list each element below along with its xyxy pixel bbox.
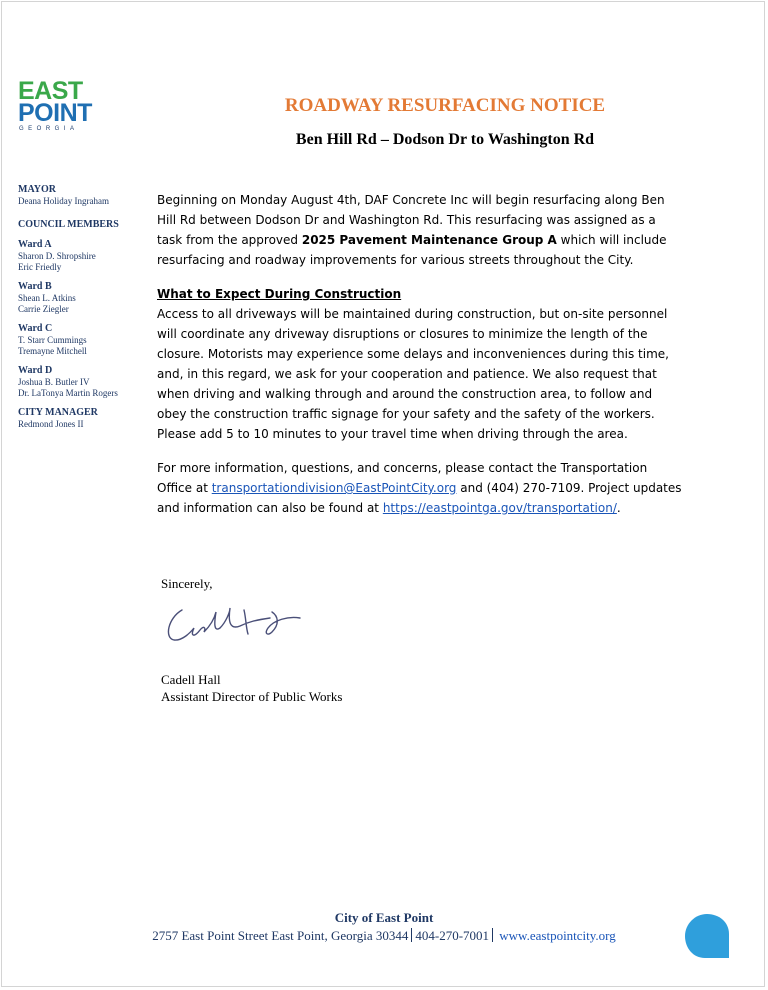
ward-d-member: Joshua B. Butler IV	[18, 377, 90, 387]
notice-title: ROADWAY RESURFACING NOTICE	[284, 95, 606, 116]
intro-text-end: which will include resurfacing and roadway improvements for various streets throughout the City.	[157, 233, 667, 267]
contact-text: For more information, questions, and concerns, please contact the Transportation Office at	[157, 461, 648, 495]
ward-d-member: Dr. LaTonya Martin Rogers	[18, 388, 118, 398]
mayor-name: Deana Holiday Ingraham	[18, 196, 109, 206]
footer-website-link[interactable]: www.eastpointcity.org	[499, 928, 616, 943]
ward-a-member: Eric Friedly	[18, 262, 62, 272]
footer-city: City of East Point	[334, 910, 434, 925]
intro-text: Beginning on Monday August 4th, DAF Concrete Inc will begin resurfacing along Ben Hill Rd between Dodson Dr and Washington Rd. This resurfacing was assigned as a task from the approved	[157, 193, 665, 247]
ward-a-member: Sharon D. Shropshire	[18, 251, 96, 261]
footer-separator	[492, 928, 493, 942]
speech-bubble-icon	[683, 912, 731, 960]
ward-a-label: Ward A	[18, 239, 52, 250]
contact-text-mid: and (404) 270-7109. Project updates and information can also be found at	[157, 481, 682, 515]
city-manager-name: Redmond Jones II	[18, 419, 84, 429]
officials-sidebar	[18, 184, 148, 430]
footer-separator	[411, 928, 412, 942]
signer-name: Cadell Hall	[161, 672, 221, 687]
ward-d-label: Ward D	[18, 365, 53, 376]
contact-paragraph	[157, 458, 682, 518]
construction-paragraph: Access to all driveways will be maintained during construction, but on-site personnel will coordinate any driveway disruptions or closures to minimize the length of the closure. Motorists may experience some delays and inconveniences during this time, and, in this regard, we ask for your cooperation and patience. We also request that when driving and walking through and around the construction area, to follow and obey the construction traffic signage for your safety and the safety of the workers. Please add 5 to 10 minutes to your travel time when driving through the area.	[157, 307, 669, 441]
salutation: Sincerely,	[161, 576, 213, 591]
east-point-logo	[18, 77, 108, 132]
logo-line-east: EAST	[18, 77, 83, 105]
city-manager-heading: CITY MANAGER	[18, 407, 98, 418]
notice-subtitle: Ben Hill Rd – Dodson Dr to Washington Rd	[295, 131, 595, 148]
transportation-url-link[interactable]: https://eastpointga.gov/transportation/	[382, 501, 617, 515]
ward-c-label: Ward C	[18, 323, 53, 334]
signer-block	[161, 671, 342, 705]
notice-body	[157, 190, 682, 518]
signer-title: Assistant Director of Public Works	[161, 689, 343, 704]
footer-address: 2757 East Point Street East Point, Georgia 30344	[152, 928, 409, 943]
section-heading: What to Expect During Construction	[157, 287, 402, 301]
handwritten-signature	[160, 598, 310, 653]
ward-c-member: Tremayne Mitchell	[18, 346, 87, 356]
ward-b-member: Carrie Ziegler	[18, 304, 69, 314]
logo-line-georgia: GEORGIA	[19, 126, 79, 132]
intro-paragraph	[157, 190, 682, 270]
logo-line-point: POINT	[18, 99, 92, 127]
email-link[interactable]: transportationdivision@EastPointCity.org	[211, 481, 457, 495]
ward-b-member: Shean L. Atkins	[18, 293, 76, 303]
council-heading: COUNCIL MEMBERS	[18, 219, 119, 230]
contact-text-end: .	[616, 501, 621, 515]
program-name: 2025 Pavement Maintenance Group A	[301, 233, 557, 247]
ward-c-member: T. Starr Cummings	[18, 335, 87, 345]
footer-contact-line	[0, 928, 768, 944]
mayor-heading: MAYOR	[18, 184, 56, 195]
footer-phone: 404-270-7001	[415, 928, 490, 943]
ward-b-label: Ward B	[18, 281, 52, 292]
